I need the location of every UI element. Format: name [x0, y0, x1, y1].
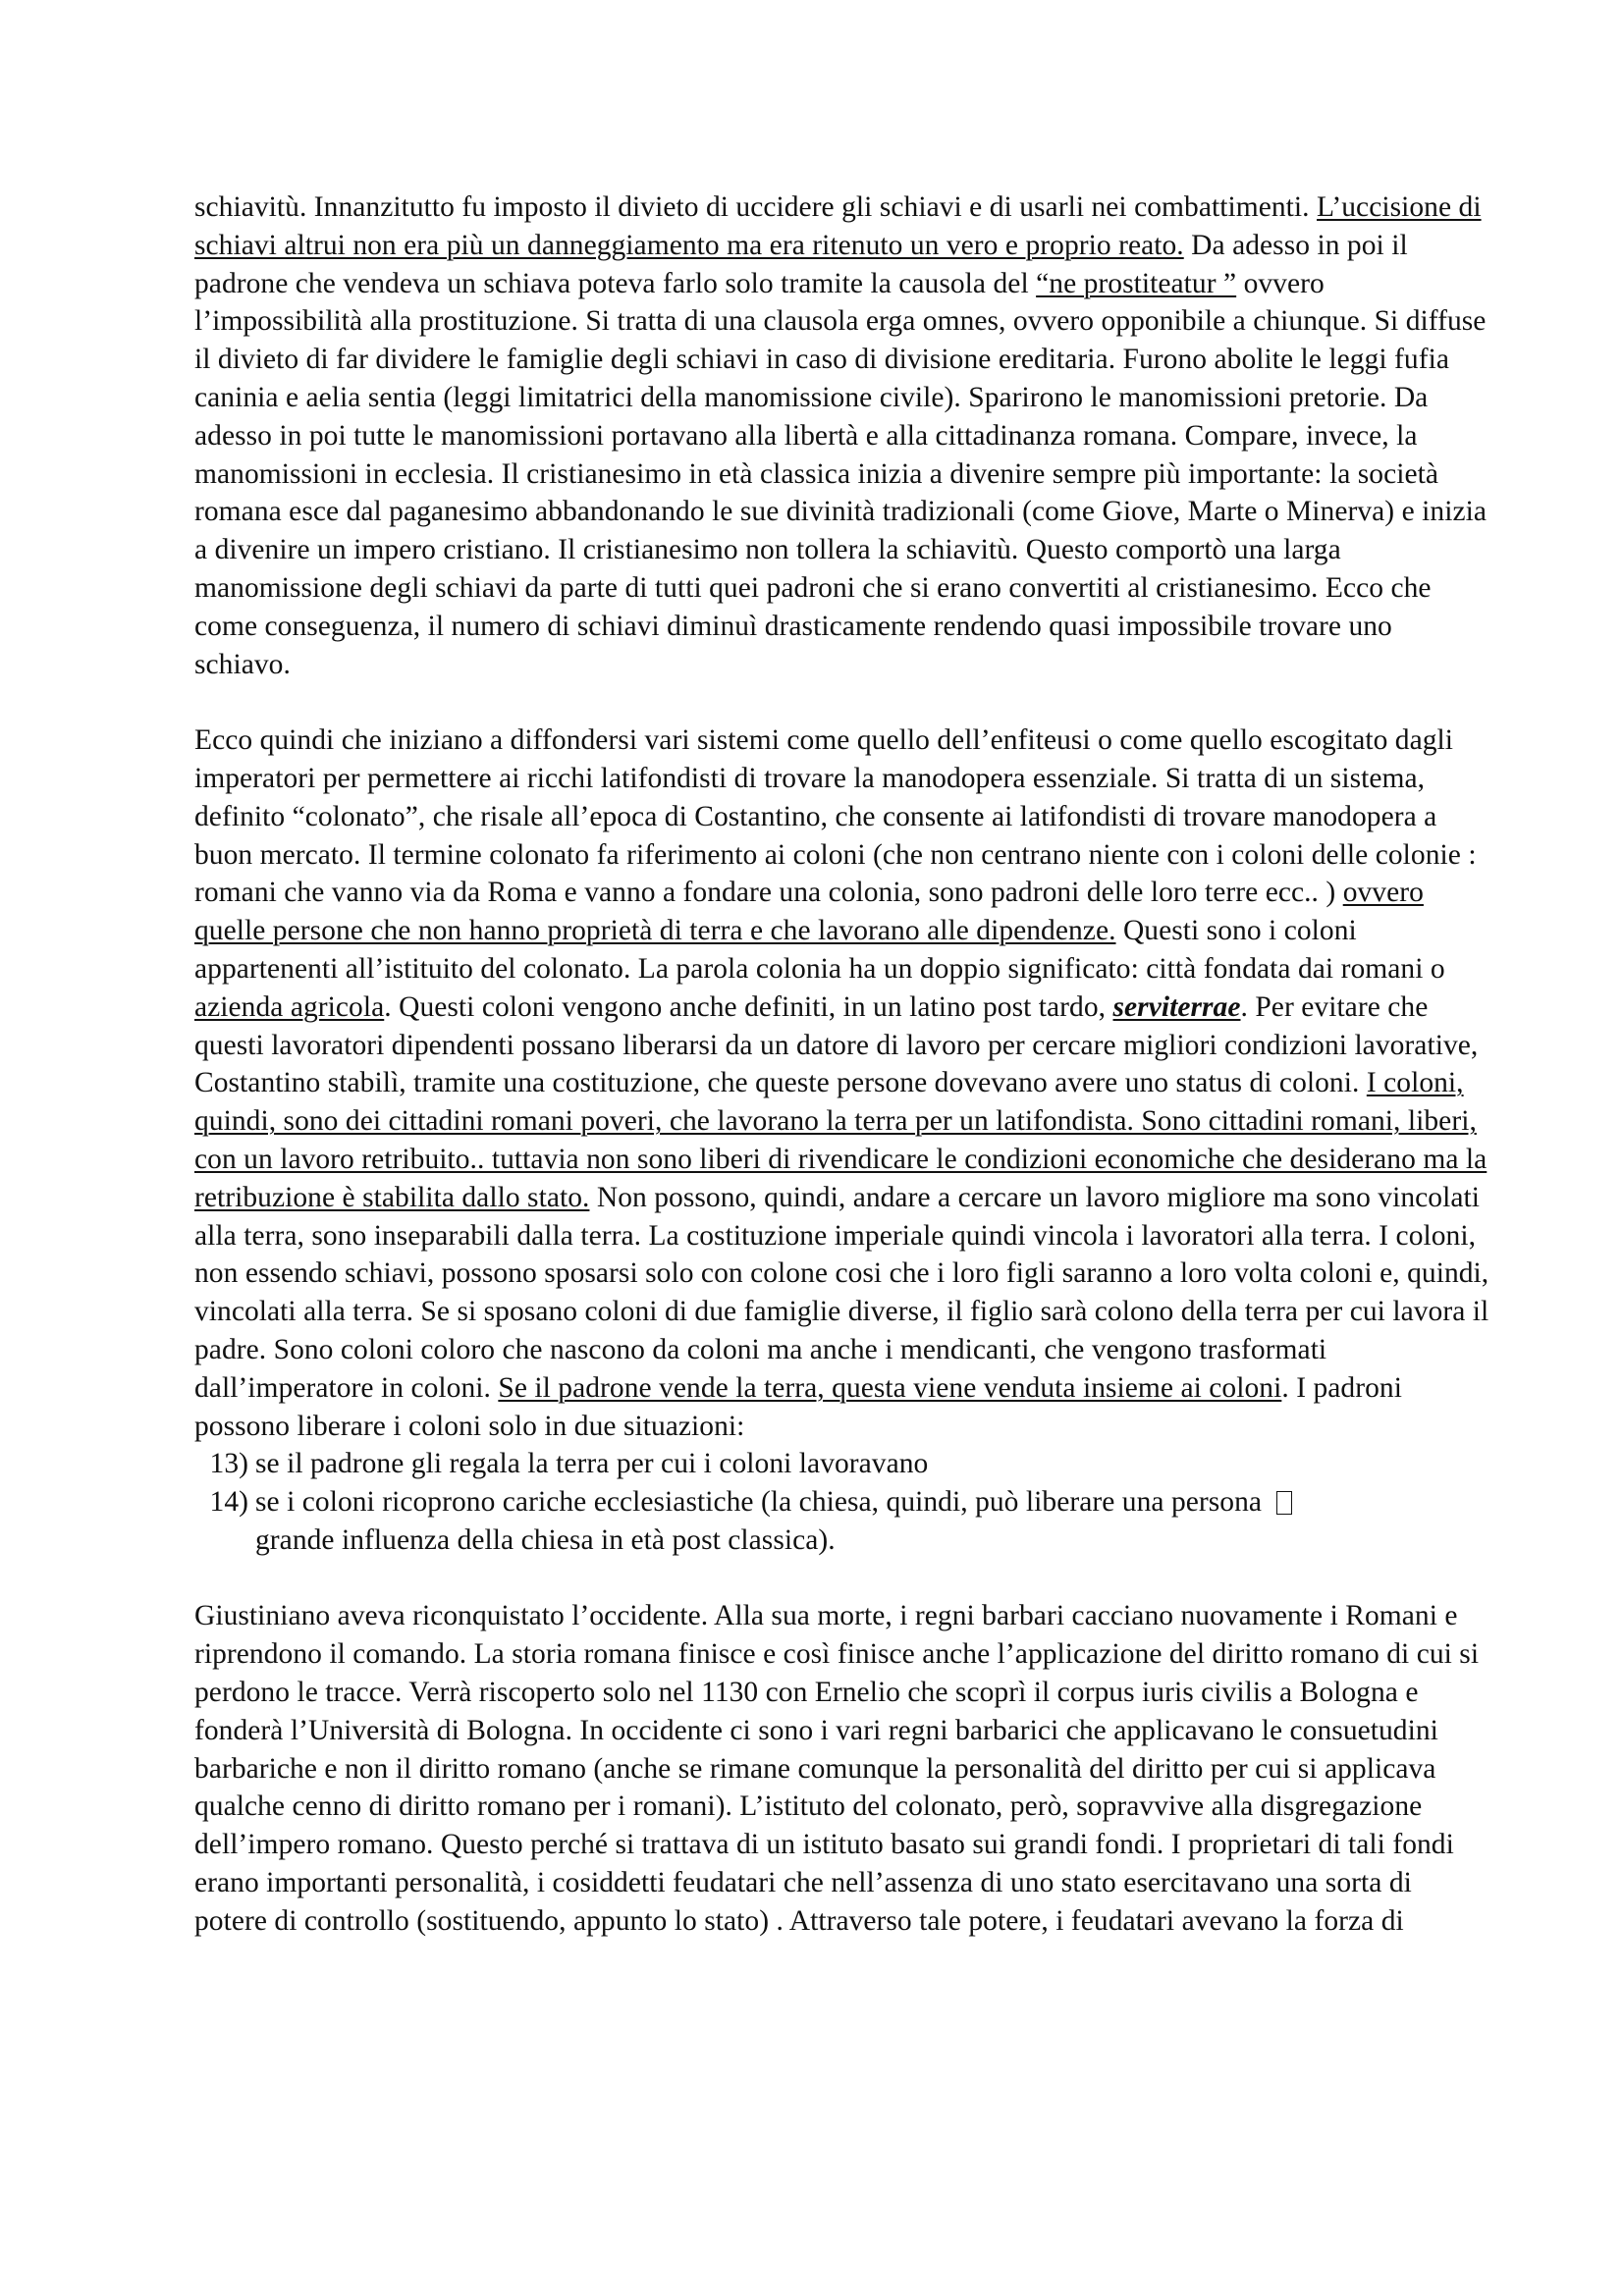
text-run: schiavitù. Innanzitutto fu imposto il divieto di uccidere gli schiavi e di usarli nei combattimenti.	[194, 191, 1318, 223]
underlined-text: azienda agricola	[194, 990, 385, 1023]
paragraph-gap	[194, 1560, 1490, 1598]
list-number: 14)	[209, 1486, 248, 1519]
text-run: Questi sono i coloni appartenenti all’istituito del colonato. La parola colonia ha un doppio significato: città fondata dai romani o	[194, 915, 1445, 985]
text-run: Non possono, quindi, andare a cercare un lavoro migliore ma sono vincolati alla terra, sono inseparabili dalla terra. La costituzione imperiale quindi vincola i lavoratori alla terra. I coloni, non essendo schiavi, possono sposarsi solo con colone cosi che i loro figli saranno a loro volta coloni e, quindi, vincolati alla terra. Se si sposano coloni di due famiglie diverse, il figlio sarà colono della terra per cui lavora il padre. Sono coloni coloro che nascono da coloni ma anche i mendicanti, che vengono trasformati dall’imperatore in coloni.	[194, 1181, 1489, 1404]
emphasized-term: serviterrae	[1112, 990, 1241, 1023]
document-body	[194, 188, 1490, 1941]
text-run: . Per evitare che questi lavoratori dipendenti possano liberarsi da un datore di lavoro per cercare migliori condizioni lavorative, Costantino stabilì, tramite una costituzione, che queste persone dovevano avere uno status di coloni.	[194, 990, 1479, 1099]
list-item	[194, 1445, 1490, 1483]
text-run: Da adesso in poi il padrone che vendeva un schiava poteva farlo solo tramite la causola del	[194, 229, 1408, 299]
missing-glyph-icon	[1276, 1491, 1292, 1515]
list-item-text: se il padrone gli regala la terra per cui i coloni lavoravano	[255, 1448, 929, 1480]
list-number: 13)	[209, 1448, 248, 1480]
underlined-text: Se il padrone vende la terra, questa viene venduta insieme ai coloni	[498, 1371, 1282, 1404]
text-run: . I padroni possono liberare i coloni solo in due situazioni:	[194, 1371, 1402, 1442]
text-run: grande influenza della chiesa in età post classica).	[255, 1523, 836, 1556]
underlined-text: I coloni, quindi, sono dei cittadini romani poveri, che lavorano la terra per un latifondista. Sono cittadini romani, liberi, con un lavoro retribuito.. tuttavia non sono liberi di rivendicare le condizioni economiche che desiderano ma la retribuzione è stabilita dallo stato.	[194, 1067, 1488, 1213]
text-run: . Questi coloni vengono anche definiti, in un latino post tardo,	[384, 990, 1113, 1023]
underlined-text: “ne prostiteatur ”	[1036, 267, 1237, 299]
paragraph-gap	[194, 683, 1490, 721]
underlined-text: L’uccisione di schiavi altrui non era più un danneggiamento ma era ritenuto un vero e proprio reato.	[194, 191, 1482, 261]
numbered-list	[194, 1445, 1490, 1559]
text-run: se i coloni ricoprono cariche ecclesiastiche (la chiesa, quindi, può liberare una persona	[255, 1486, 1270, 1519]
paragraph-colonato	[194, 721, 1490, 1445]
list-item	[194, 1483, 1490, 1560]
text-run: Ecco quindi che iniziano a diffondersi vari sistemi come quello dell’enfiteusi o come quello escogitato dagli imperatori per permettere ai ricchi latifondisti di trovare la manodopera essenziale. Si tratta di un sistema, definito “colonato”, che risale all’epoca di Costantino, che consente ai latifondisti di trovare manodopera a buon mercato. Il termine colonato fa riferimento ai coloni (che non centrano niente con i coloni delle colonie : romani che vanno via da Roma e vanno a fondare una colonia, sono padroni delle loro terre ecc.. )	[194, 724, 1477, 909]
list-item-text	[255, 1483, 1490, 1560]
paragraph-giustiniano	[194, 1597, 1490, 1940]
text-run: ovvero l’impossibilità alla prostituzione. Si tratta di una clausola erga omnes, ovvero opponibile a chiunque. Si diffuse il divieto di far dividere le famiglie degli schiavi in caso di divisione ereditaria. Furono abolite le leggi fufia caninia e aelia sentia (leggi limitatrici della manomissione civile). Sparirono le manomissioni pretorie. Da adesso in poi tutte le manomissioni portavano alla libertà e alla cittadinanza romana. Compare, invece, la manomissioni in ecclesia. Il cristianesimo in età classica inizia a divenire sempre più importante: la società romana esce dal paganesimo abbandonando le sue divinità tradizionali (come Giove, Marte o Minerva) e inizia a divenire un impero cristiano. Il cristianesimo non tollera la schiavitù. Questo comportò una larga manomissione degli schiavi da parte di tutti quei padroni che si erano convertiti al cristianesimo. Ecco che come conseguenza, il numero di schiavi diminuì drasticamente rendendo quasi impossibile trovare uno schiavo.	[194, 267, 1487, 680]
text-run: Giustiniano aveva riconquistato l’occidente. Alla sua morte, i regni barbari cacciano nuovamente i Romani e riprendono il comando. La storia romana finisce e così finisce anche l’applicazione del diritto romano di cui si perdono le tracce. Verrà riscoperto solo nel 1130 con Ernelio che scoprì il corpus iuris civilis a Bologna e fonderà l’Università di Bologna. In occidente ci sono i vari regni barbarici che applicavano le consuetudini barbariche e non il diritto romano (anche se rimane comunque la personalità del diritto per cui si applicava qualche cenno di diritto romano per i romani). L’istituto del colonato, però, sopravvive alla disgregazione dell’impero romano. Questo perché si trattava di un istituto basato sui grandi fondi. I proprietari di tali fondi erano importanti personalità, i cosiddetti feudatari che nell’assenza di uno stato esercitavano una sorta di potere di controllo (sostituendo, appunto lo stato) . Attraverso tale potere, i feudatari avevano la forza di	[194, 1600, 1480, 1937]
paragraph-slavery	[194, 188, 1490, 683]
underlined-text: ovvero quelle persone che non hanno proprietà di terra e che lavorano alle dipendenze.	[194, 877, 1424, 947]
